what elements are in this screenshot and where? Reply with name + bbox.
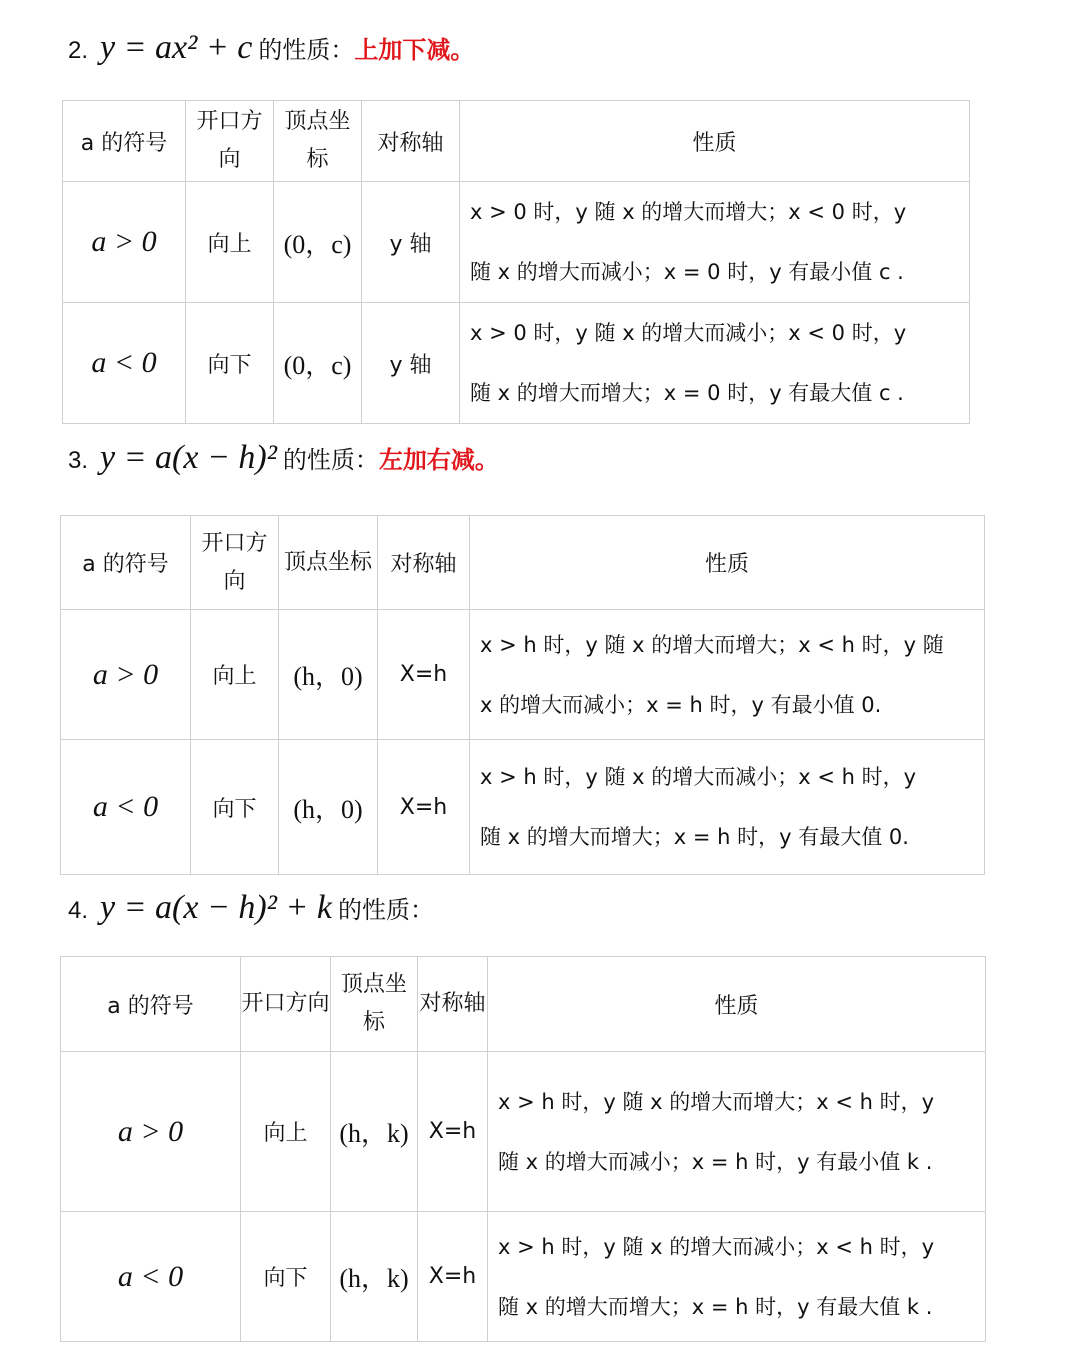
table-row xyxy=(61,1052,986,1212)
vertex-cell: (h，k) xyxy=(331,1212,418,1342)
properties-label: 的性质： xyxy=(337,896,434,924)
vertex-cell: (h，0) xyxy=(279,610,378,740)
axis-cell: y 轴 xyxy=(362,182,460,303)
header-vertex: 顶点坐标 xyxy=(331,957,418,1052)
table-row xyxy=(61,610,985,740)
property-line-2: 随 x 的增大而减小；x = 0 时，y 有最小值 c . xyxy=(470,260,904,284)
axis-cell: X=h xyxy=(378,740,470,875)
formula: y = ax² + c xyxy=(100,29,253,66)
property-line-1: x > h 时，y 随 x 的增大而减小；x < h 时，y xyxy=(480,765,917,789)
section-4-title xyxy=(68,890,434,925)
property-line-2: 随 x 的增大而增大；x = h 时，y 有最大值 0. xyxy=(480,825,909,849)
property-cell xyxy=(488,1052,986,1212)
properties-table-3 xyxy=(60,515,985,875)
sign-cell: a > 0 xyxy=(63,182,186,303)
vertex-cell: (h，0) xyxy=(279,740,378,875)
property-cell xyxy=(460,182,970,303)
sign-cell: a < 0 xyxy=(61,740,191,875)
sign-cell: a < 0 xyxy=(63,303,186,424)
table-row xyxy=(61,740,985,875)
header-property: 性质 xyxy=(488,957,986,1052)
direction-cell: 向上 xyxy=(191,610,279,740)
sign-cell: a > 0 xyxy=(61,610,191,740)
property-line-1: x > h 时，y 随 x 的增大而增大；x < h 时，y xyxy=(498,1089,935,1114)
header-axis: 对称轴 xyxy=(418,957,488,1052)
header-axis: 对称轴 xyxy=(378,516,470,610)
property-line-1: x > h 时，y 随 x 的增大而增大；x < h 时，y 随 xyxy=(480,632,944,657)
vertex-cell: (0，c) xyxy=(274,303,362,424)
section-number: 2. xyxy=(68,37,89,64)
table-header-row xyxy=(61,957,986,1052)
table-header-row xyxy=(63,101,970,182)
header-vertex: 顶点坐标 xyxy=(279,516,378,610)
direction-cell: 向下 xyxy=(186,303,274,424)
property-cell xyxy=(470,610,985,740)
direction-cell: 向下 xyxy=(191,740,279,875)
header-vertex: 顶点坐标 xyxy=(274,101,362,182)
property-cell xyxy=(460,303,970,424)
header-axis: 对称轴 xyxy=(362,101,460,182)
header-direction: 开口方向 xyxy=(191,516,279,610)
direction-cell: 向上 xyxy=(241,1052,331,1212)
sign-cell: a < 0 xyxy=(61,1212,241,1342)
vertex-cell: (0，c) xyxy=(274,182,362,303)
axis-cell: X=h xyxy=(418,1052,488,1212)
formula: y = a(x − h)² xyxy=(100,439,277,476)
section-3-title xyxy=(68,440,499,475)
header-direction: 开口方向 xyxy=(186,101,274,182)
header-property: 性质 xyxy=(460,101,970,182)
section-number: 3. xyxy=(68,447,89,474)
sign-cell: a > 0 xyxy=(61,1052,241,1212)
formula: y = a(x − h)² + k xyxy=(100,889,332,926)
properties-table-4 xyxy=(60,956,986,1342)
axis-cell: y 轴 xyxy=(362,303,460,424)
axis-cell: X=h xyxy=(418,1212,488,1342)
table-row xyxy=(63,303,970,424)
table-header-row xyxy=(61,516,985,610)
table-row xyxy=(63,182,970,303)
shift-rule: 上加下减。 xyxy=(354,36,475,64)
shift-rule: 左加右减。 xyxy=(378,446,499,474)
table-row xyxy=(61,1212,986,1342)
property-line-1: x > 0 时，y 随 x 的增大而增大；x < 0 时，y xyxy=(470,200,907,224)
properties-table-2 xyxy=(62,100,970,424)
property-line-1: x > h 时，y 随 x 的增大而减小；x < h 时，y xyxy=(498,1234,935,1259)
section-number: 4. xyxy=(68,897,89,924)
vertex-cell: (h，k) xyxy=(331,1052,418,1212)
header-property: 性质 xyxy=(470,516,985,610)
section-2-title xyxy=(68,30,474,65)
header-a-sign: a 的符号 xyxy=(61,516,191,610)
axis-cell: X=h xyxy=(378,610,470,740)
property-line-2: 随 x 的增大而减小；x = h 时，y 有最小值 k . xyxy=(498,1149,933,1174)
direction-cell: 向上 xyxy=(186,182,274,303)
property-cell xyxy=(470,740,985,875)
direction-cell: 向下 xyxy=(241,1212,331,1342)
property-cell xyxy=(488,1212,986,1342)
header-direction: 开口方向 xyxy=(241,957,331,1052)
property-line-1: x > 0 时，y 随 x 的增大而减小；x < 0 时，y xyxy=(470,321,907,345)
header-a-sign: a 的符号 xyxy=(63,101,186,182)
property-line-2: 随 x 的增大而增大；x = 0 时，y 有最大值 c . xyxy=(470,381,904,405)
header-a-sign: a 的符号 xyxy=(61,957,241,1052)
property-line-2: 随 x 的增大而增大；x = h 时，y 有最大值 k . xyxy=(498,1294,933,1319)
properties-label: 的性质： xyxy=(258,36,355,64)
property-line-2: x 的增大而减小；x = h 时，y 有最小值 0. xyxy=(480,692,882,717)
properties-label: 的性质： xyxy=(282,446,379,474)
